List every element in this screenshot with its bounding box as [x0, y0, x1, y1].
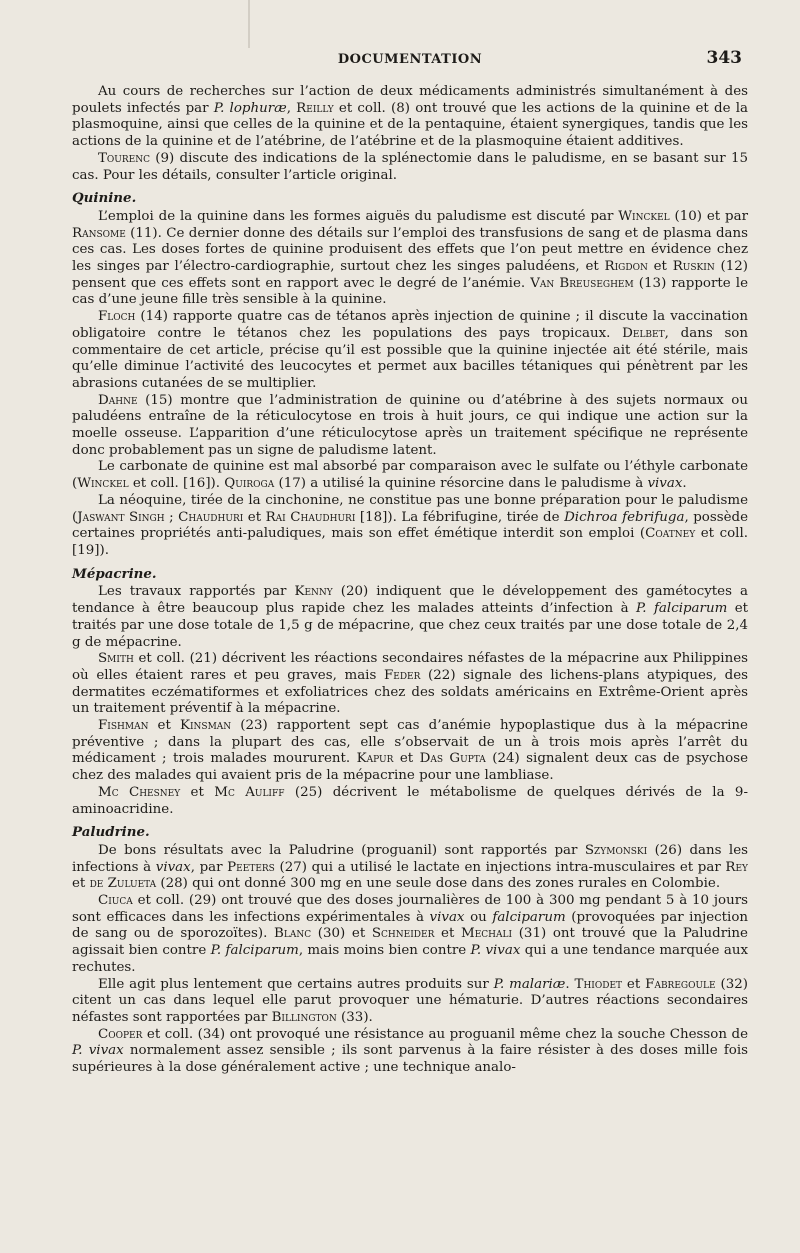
- author-name: Feder: [383, 667, 421, 683]
- paragraph: [72, 1027, 748, 1077]
- text-run: (32) citent un cas dans lequel elle parut provoquer une hématurie. D’autres réactions secondaires néfastes sont rapportées par: [72, 976, 748, 1025]
- italic-term: falciparum: [492, 909, 566, 925]
- text-run: et coll. [16]).: [128, 476, 225, 492]
- text-run: et traités par une dose totale de 1,5 g de mépacrine, que chez ceux traités par une dose totale de 2,4 g de mépacrine.: [72, 601, 748, 650]
- text-run: , dans son commentaire de cet article, précise qu’il est possible que la quinine injectée ait été stérile, mais qu’elle diminue l’activité des leucocytes et permet aux bacilles tétaniques qui pénètrent par les abrasions cutanées de se multiplier.: [72, 325, 748, 391]
- author-name: Floch: [98, 309, 136, 325]
- text-run: Les travaux rapportés par: [98, 584, 295, 600]
- author-name: Fishman: [98, 718, 149, 734]
- paragraph: [72, 459, 748, 492]
- text-run: et: [393, 751, 420, 767]
- text-run: et: [622, 976, 646, 992]
- section-heading: Quinine.: [72, 190, 137, 207]
- scan-artifact: [248, 0, 250, 48]
- section-heading: Paludrine.: [72, 824, 150, 841]
- author-name: Rey: [725, 859, 748, 875]
- text-run: ou: [464, 909, 493, 925]
- author-name: Szymonski: [584, 842, 648, 858]
- author-name: Blanc: [274, 926, 312, 942]
- author-name: Billington: [271, 1009, 337, 1025]
- text-run: (22) signale des lichens-plans atypiques, des dermatites eczématiformes et exfoliatrices chez des soldats américains en Extrême-Orient après un traitement préventif à la mépacrine.: [72, 667, 748, 717]
- paragraph: [72, 977, 748, 1027]
- author-name: Ransome: [72, 225, 126, 241]
- text-run: (12) pensent que ces effets sont en rapport avec le degré de l’anémie.: [72, 259, 748, 291]
- author-name: Fabregoule: [645, 976, 716, 992]
- text-run: (17) a utilisé la quinine résorcine dans le paludisme à: [274, 476, 648, 492]
- page-number: 343: [706, 48, 742, 68]
- text-run: et: [243, 509, 266, 525]
- author-name: Jaswant Singh: [77, 509, 165, 525]
- text-run: Au cours de recherches sur l’action de deux médicaments administrés simultanément à des poulets infectés par: [72, 84, 748, 116]
- italic-term: P. lophuræ: [213, 100, 287, 116]
- author-name: Ruskin: [672, 259, 715, 275]
- text-run: La néoquine, tirée de la cinchonine, ne constitue pas une bonne préparation pour le paludisme (: [72, 492, 748, 525]
- italic-term: P. falciparum: [210, 943, 299, 959]
- text-run: (24) signalent deux cas de psychose chez des malades qui avaient pris de la mépacrine pour une lambliase.: [72, 751, 748, 784]
- italic-term: vivax: [429, 909, 465, 925]
- paragraph: [72, 209, 748, 309]
- text-run: Elle agit plus lentement que certains autres produits sur: [98, 976, 494, 992]
- paragraph: [72, 393, 748, 460]
- author-name: de Zulueta: [89, 876, 157, 892]
- author-name: Reilly: [296, 100, 334, 116]
- text-run: [18]). La fébrifugine, tirée de: [355, 509, 565, 525]
- text-run: ;: [164, 509, 179, 525]
- italic-term: P. falciparum: [636, 601, 728, 617]
- paragraph: [72, 843, 748, 893]
- text-run: et coll. (8) ont trouvé que les actions de la quinine et de la plasmoquine, ainsi que celles de la quinine et de la pentaquine, étaient synergiques, tandis que les actions de la quinine et de l’atébrine, de l’atébrine et de la plasmoquine étaient additives.: [72, 100, 748, 150]
- page-header: [72, 48, 748, 74]
- text-run: (provoquées par injection de sang ou de sporozoïtes).: [72, 909, 749, 942]
- paragraph: [72, 893, 748, 977]
- author-name: Tourenc: [98, 150, 151, 166]
- paragraph: [72, 151, 748, 184]
- author-name: Mechali: [460, 926, 513, 942]
- text-run: (31) ont trouvé que la Paludrine agissait bien contre: [72, 926, 748, 959]
- text-run: (25) décrivent le métabolisme de quelques dérivés de la 9-aminoacridine.: [72, 784, 748, 817]
- section-heading: Mépacrine.: [72, 565, 157, 582]
- author-name: Rigdon: [604, 259, 648, 275]
- author-name: Winckel: [618, 208, 670, 224]
- author-name: Kapur: [356, 751, 394, 767]
- text-run: et coll. (21) décrivent les réactions secondaires néfastes de la mépacrine aux Philippines où elles étaient rares et peu graves, mais: [72, 651, 748, 683]
- text-run: et coll. [19]).: [72, 526, 748, 558]
- text-run: (27) qui a utilisé le lactate en injections intra-musculaires et par: [274, 859, 726, 875]
- text-run: De bons résultats avec la Paludrine (proguanil) sont rapportés par: [98, 842, 585, 858]
- author-name: Mc Auliff: [214, 784, 285, 800]
- author-name: Rai Chaudhuri: [265, 509, 356, 525]
- text-run: (11). Ce dernier donne des détails sur l’emploi des transfusions de sang et de plasma dans ces cas. Les doses fortes de quinine produisent des effets que l’on peut mettre en évidence chez les singes par l’électro-cardiographie, surtout chez les singes paludéens, et: [72, 225, 748, 275]
- italic-term: Dichroa febrifuga: [564, 509, 685, 525]
- page-body: [72, 84, 748, 1077]
- paragraph: [72, 651, 748, 718]
- text-run: (26) dans les infections à: [72, 842, 748, 875]
- text-run: (20) indiquent que le développement des gamétocytes a tendance à être beaucoup plus rapide chez les malades atteints d’infection à: [72, 584, 748, 617]
- running-title: DOCUMENTATION: [337, 52, 483, 67]
- text-run: (10) et par: [669, 208, 748, 224]
- paragraph: [72, 84, 748, 151]
- text-run: qui a une tendance marquée aux rechutes.: [72, 943, 748, 975]
- author-name: Thiodet: [574, 976, 623, 992]
- author-name: Peeters: [227, 859, 275, 875]
- italic-term: vivax: [155, 859, 191, 875]
- author-name: Chaudhuri: [178, 509, 244, 525]
- text-run: , possède certaines propriétés anti-paludiques, mais son effet émétique interdit son emploi (: [72, 509, 748, 542]
- italic-term: P. malariæ: [493, 976, 566, 992]
- author-name: Cooper: [98, 1026, 143, 1042]
- text-run: .: [682, 476, 687, 492]
- author-name: Coatney: [645, 526, 696, 542]
- text-run: et coll. (29) ont trouvé que des doses journalières de 100 à 300 mg pendant 5 à 10 jours sont efficaces dans les infections expérimentales à: [72, 893, 748, 925]
- text-run: et: [180, 784, 215, 800]
- author-name: Winckel: [77, 476, 129, 492]
- author-name: Quiroga: [224, 476, 275, 492]
- italic-term: vivax: [647, 476, 683, 492]
- text-run: normalement assez sensible ; ils sont parvenus à la faire résister à des doses mille fois supérieures à la dose généralement active ; une technique analo-: [72, 1043, 749, 1076]
- text-run: (23) rapportent sept cas d’anémie hypoplastique dus à la mépacrine préventive ; dans la plupart des cas, elle s’observait de un à trois mois après l’arrêt du médicament ; trois malades moururent.: [72, 718, 748, 767]
- paragraph: [72, 785, 748, 818]
- text-run: , mais moins bien contre: [298, 943, 471, 959]
- author-name: Mc Chesney: [98, 784, 181, 800]
- text-run: et coll. (34) ont provoqué une résistance au proguanil même chez la souche Chesson de: [142, 1026, 748, 1042]
- text-run: .: [565, 976, 575, 992]
- author-name: Das Gupta: [419, 751, 486, 767]
- text-run: (9) discute des indications de la splénectomie dans le paludisme, en se basant sur 15 cas. Pour les détails, consulter l’article original.: [72, 150, 748, 183]
- author-name: Dahne: [98, 392, 138, 408]
- text-run: (15) montre que l’administration de quinine ou d’atébrine à des sujets normaux ou paludéens entraîne de la réticulocytose en trois à huit jours, ce qui indique une action sur la moelle osseuse. L’apparition d’une réticulocytose après un traitement spécifique ne représente donc probablement pas un signe de paludisme latent.: [72, 392, 748, 458]
- text-run: (13) rapporte le cas d’une jeune fille très sensible à la quinine.: [72, 275, 748, 308]
- text-run: et: [434, 926, 461, 942]
- text-run: (28) qui ont donné 300 mg en une seule dose dans des zones rurales en Colombie.: [156, 876, 721, 892]
- paragraph: [72, 493, 748, 560]
- text-run: et: [647, 259, 673, 275]
- paragraph: [72, 584, 748, 651]
- text-run: L’emploi de la quinine dans les formes aiguës du paludisme est discuté par: [98, 208, 619, 224]
- italic-term: P. vivax: [470, 943, 521, 959]
- author-name: Van Breuseghem: [530, 275, 634, 291]
- paragraph: [72, 718, 748, 785]
- text-run: Le carbonate de quinine est mal absorbé par comparaison avec le sulfate ou l’éthyle carbonate (: [72, 459, 748, 492]
- text-run: (14) rapporte quatre cas de tétanos après injection de quinine ; il discute la vaccination obligatoire contre le tétanos chez les populations des pays tropicaux.: [72, 309, 748, 341]
- author-name: Schneider: [371, 926, 435, 942]
- text-run: , par: [190, 859, 228, 875]
- author-name: Ciuca: [98, 893, 133, 909]
- author-name: Delbet: [622, 325, 665, 341]
- text-run: ,: [286, 100, 297, 116]
- italic-term: P. vivax: [72, 1043, 124, 1059]
- author-name: Smith: [98, 651, 134, 667]
- text-run: et: [148, 718, 180, 734]
- author-name: Kenny: [294, 584, 333, 600]
- text-run: (33).: [336, 1009, 373, 1025]
- text-run: (30) et: [311, 926, 372, 942]
- author-name: Kinsman: [179, 718, 232, 734]
- paragraph: [72, 309, 748, 393]
- text-run: et: [72, 876, 90, 892]
